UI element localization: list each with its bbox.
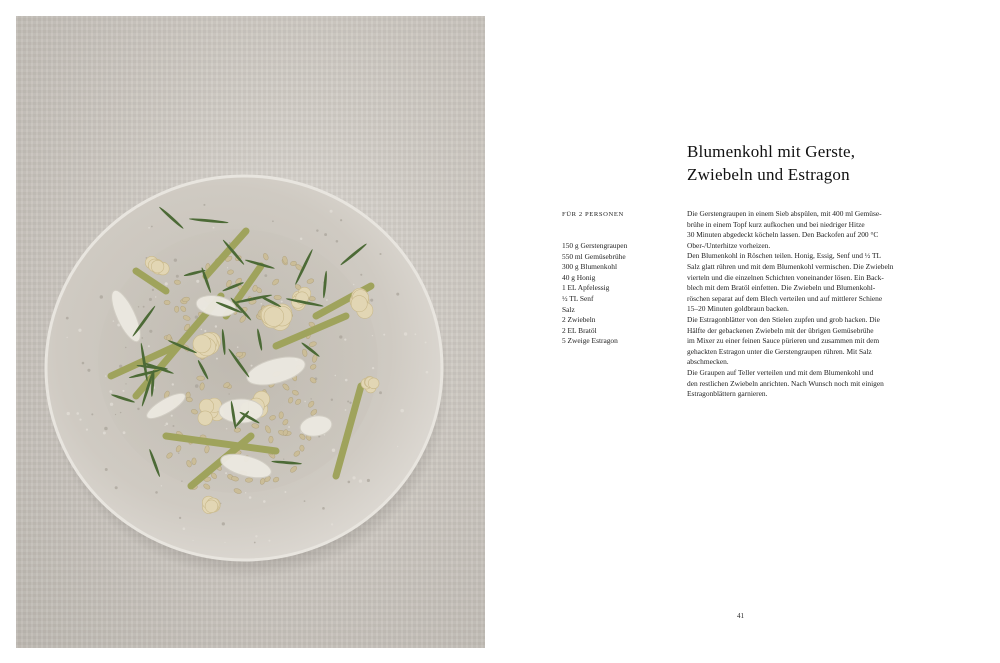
recipe-title <box>687 140 947 186</box>
speckle <box>379 391 382 394</box>
method-line: Die Graupen auf Teller verteilen und mit dem Blumenkohl und <box>687 367 874 377</box>
ingredient-item: 550 ml Gemüsebrühe <box>562 251 626 261</box>
speckle <box>304 500 306 502</box>
speckle <box>349 402 351 404</box>
speckle <box>225 472 227 474</box>
plate-illustration <box>16 16 485 648</box>
speckle <box>272 220 274 222</box>
method-line: gehackten Estragon unter die Gerstengraupen rühren. Mit Salz <box>687 346 872 356</box>
speckle <box>372 335 373 336</box>
speckle <box>344 338 346 340</box>
speckle <box>336 240 339 243</box>
method-line: 15–20 Minuten goldbraun backen. <box>687 304 789 314</box>
speckle <box>352 476 355 479</box>
speckle <box>396 293 399 296</box>
speckle <box>316 229 318 231</box>
ingredient-item: 300 g Blumenkohl <box>562 262 618 272</box>
food-photo <box>16 16 485 648</box>
speckle <box>192 540 193 541</box>
speckle <box>300 237 302 239</box>
speckle <box>172 425 174 427</box>
cauliflower-floret <box>351 296 367 312</box>
speckle <box>178 453 179 454</box>
speckle <box>113 320 114 321</box>
speckle <box>151 226 153 228</box>
speckle <box>76 412 79 415</box>
speckle <box>155 296 156 297</box>
cauliflower-floret <box>151 260 164 273</box>
speckle <box>425 342 427 344</box>
speckle <box>86 428 88 430</box>
speckle <box>115 414 116 415</box>
speckle <box>149 330 152 333</box>
ingredient-item: 5 Zweige Estragon <box>562 336 618 346</box>
speckle <box>100 295 103 298</box>
speckle <box>288 426 290 428</box>
speckle <box>353 284 354 285</box>
speckle <box>166 423 169 426</box>
speckle <box>125 347 126 348</box>
speckle <box>426 371 429 374</box>
speckle <box>138 306 139 307</box>
speckle <box>87 369 90 372</box>
speckle <box>148 345 150 347</box>
speckle <box>141 337 143 339</box>
method-line: Ober-/Unterhitze vorheizen. <box>687 240 771 250</box>
speckle <box>263 500 266 503</box>
speckle <box>152 289 154 291</box>
speckle <box>78 329 81 332</box>
speckle <box>66 317 69 320</box>
speckle <box>322 507 325 510</box>
barley-grain <box>299 445 304 452</box>
speckle <box>227 267 228 268</box>
speckle <box>264 274 267 277</box>
barley-grain <box>174 306 179 312</box>
speckle <box>330 210 333 213</box>
speckle <box>155 491 158 494</box>
method-line: Den Blumenkohl in Röschen teilen. Honig, Essig, Senf und ½ TL <box>687 251 882 261</box>
speckle <box>284 491 286 493</box>
speckle <box>255 535 257 537</box>
speckle <box>359 479 362 482</box>
ingredient-item: ½ TL Senf <box>562 293 594 303</box>
serves-label: FÜR 2 PERSONEN <box>562 211 624 218</box>
method-line: 30 Minuten abgedeckt köcheln lassen. Den Backofen auf 200 °C <box>687 230 879 240</box>
speckle <box>105 468 108 471</box>
barley-grain <box>197 376 205 381</box>
speckle <box>249 496 252 499</box>
barley-grain <box>269 436 274 443</box>
speckle <box>183 527 186 530</box>
barley-grain <box>234 428 241 433</box>
speckle <box>251 365 253 367</box>
method-line: röschen separat auf dem Blech verteilen und auf mittlerer Schiene <box>687 293 883 303</box>
speckle <box>179 517 181 519</box>
method-line: Salz glatt rühren und mit dem Blumenkohl vermischen. Die Zwiebeln <box>687 261 894 271</box>
cauliflower-floret <box>193 335 211 353</box>
speckle <box>201 329 202 330</box>
speckle <box>109 390 112 393</box>
ingredient-item: 2 EL Bratöl <box>562 325 597 335</box>
speckle <box>165 425 166 426</box>
speckle <box>82 362 85 365</box>
speckle <box>331 399 333 401</box>
method-line: vierteln und die einzelnen Schichten voneinander lösen. Ein Back- <box>687 272 884 282</box>
speckle <box>149 298 152 301</box>
method-line: abschmecken. <box>687 357 729 367</box>
speckle <box>203 204 205 206</box>
cauliflower-floret <box>368 378 379 389</box>
speckle <box>122 390 124 392</box>
ingredient-item: 150 g Gerstengraupen <box>562 241 628 250</box>
method-step-3 <box>687 315 927 368</box>
speckle <box>332 449 335 452</box>
method-line: Hälfte der gebackenen Zwiebeln mit der übrigen Gemüsebrühe <box>687 325 874 335</box>
speckle <box>195 384 199 388</box>
ingredient-item: 40 g Honig <box>562 272 596 282</box>
speckle <box>245 492 246 493</box>
barley-grain <box>245 478 253 483</box>
ingredient-list <box>562 241 672 347</box>
speckle <box>360 274 362 276</box>
speckle <box>103 431 106 434</box>
speckle <box>104 427 108 431</box>
method-line: Estragonblättern garnieren. <box>687 389 768 399</box>
barley-grain <box>274 295 282 300</box>
method-step-1 <box>687 209 927 251</box>
speckle <box>400 409 404 413</box>
speckle <box>215 325 217 327</box>
ingredient-item: Salz <box>562 304 575 314</box>
method-line: Die Estragonblätter von den Stielen zupfen und grob hacken. Die <box>687 314 880 324</box>
speckle <box>348 481 351 484</box>
speckle <box>222 522 225 525</box>
speckle <box>181 480 182 481</box>
speckle <box>324 233 327 236</box>
speckle <box>67 412 70 415</box>
method-line: den restlichen Zwiebeln anrichten. Nach Wunsch noch mit einigen <box>687 378 884 388</box>
method-line: blech mit dem Bratöl einfetten. Die Zwiebeln und Blumenkohl- <box>687 283 876 293</box>
speckle <box>415 333 417 335</box>
speckle <box>345 409 347 411</box>
method-text <box>687 209 927 400</box>
speckle <box>161 485 162 486</box>
barley-grain <box>279 412 284 419</box>
speckle <box>213 227 215 229</box>
speckle <box>331 523 333 525</box>
ingredient-item: 1 EL Apfelessig <box>562 283 610 293</box>
method-line: im Mixer zu einer feinen Sauce pürieren und zusammen mit dem <box>687 336 880 346</box>
speckle <box>91 413 93 415</box>
speckle <box>345 379 348 382</box>
method-line: Die Gerstengraupen in einem Sieb abspülen, mit 400 ml Gemüse- <box>687 209 882 218</box>
ingredient-item: 2 Zwiebeln <box>562 315 596 325</box>
title-line-1: Blumenkohl mit Gerste, <box>687 142 856 161</box>
speckle <box>310 398 311 399</box>
speckle <box>216 358 218 360</box>
speckle <box>165 282 168 285</box>
speckle <box>238 359 240 361</box>
speckle <box>123 431 126 434</box>
speckle <box>340 219 342 221</box>
speckle <box>79 418 81 420</box>
speckle <box>137 408 139 410</box>
speckle <box>281 301 283 303</box>
method-step-4 <box>687 368 927 400</box>
speckle <box>254 542 256 544</box>
speckle <box>404 332 407 335</box>
barley-grain <box>164 300 171 305</box>
cauliflower-floret <box>205 500 218 513</box>
speckle <box>172 383 174 385</box>
speckle <box>196 280 199 283</box>
speckle <box>204 330 206 332</box>
barley-grain <box>192 458 197 465</box>
barley-grain <box>167 334 172 341</box>
speckle <box>66 337 67 338</box>
speckle <box>125 383 126 384</box>
speckle <box>143 306 145 308</box>
speckle <box>105 375 106 376</box>
speckle <box>237 346 239 348</box>
speckle <box>372 367 374 369</box>
page-number: 41 <box>737 612 744 620</box>
speckle <box>268 540 270 542</box>
speckle <box>226 428 227 429</box>
speckle <box>224 542 225 543</box>
speckle <box>339 335 342 338</box>
speckle <box>228 393 229 394</box>
speckle <box>260 303 262 305</box>
speckle <box>148 227 150 229</box>
method-step-2 <box>687 251 927 315</box>
speckle <box>171 415 173 417</box>
cauliflower-floret <box>198 411 212 425</box>
speckle <box>367 479 370 482</box>
speckle <box>335 375 336 376</box>
speckle <box>176 275 179 278</box>
speckle <box>397 446 398 447</box>
speckle <box>283 459 284 460</box>
speckle <box>379 253 381 255</box>
speckle <box>383 334 385 336</box>
speckle <box>347 400 349 402</box>
speckle <box>304 401 306 403</box>
speckle <box>110 403 113 406</box>
speckle <box>174 258 177 261</box>
title-line-2: Zwiebeln und Estragon <box>687 165 850 184</box>
speckle <box>326 299 328 301</box>
cauliflower-floret <box>264 307 284 327</box>
method-line: brühe in einem Topf kurz aufkochen und bei niedriger Hitze <box>687 219 865 229</box>
speckle <box>120 412 121 413</box>
speckle <box>115 486 118 489</box>
speckle <box>370 299 373 302</box>
